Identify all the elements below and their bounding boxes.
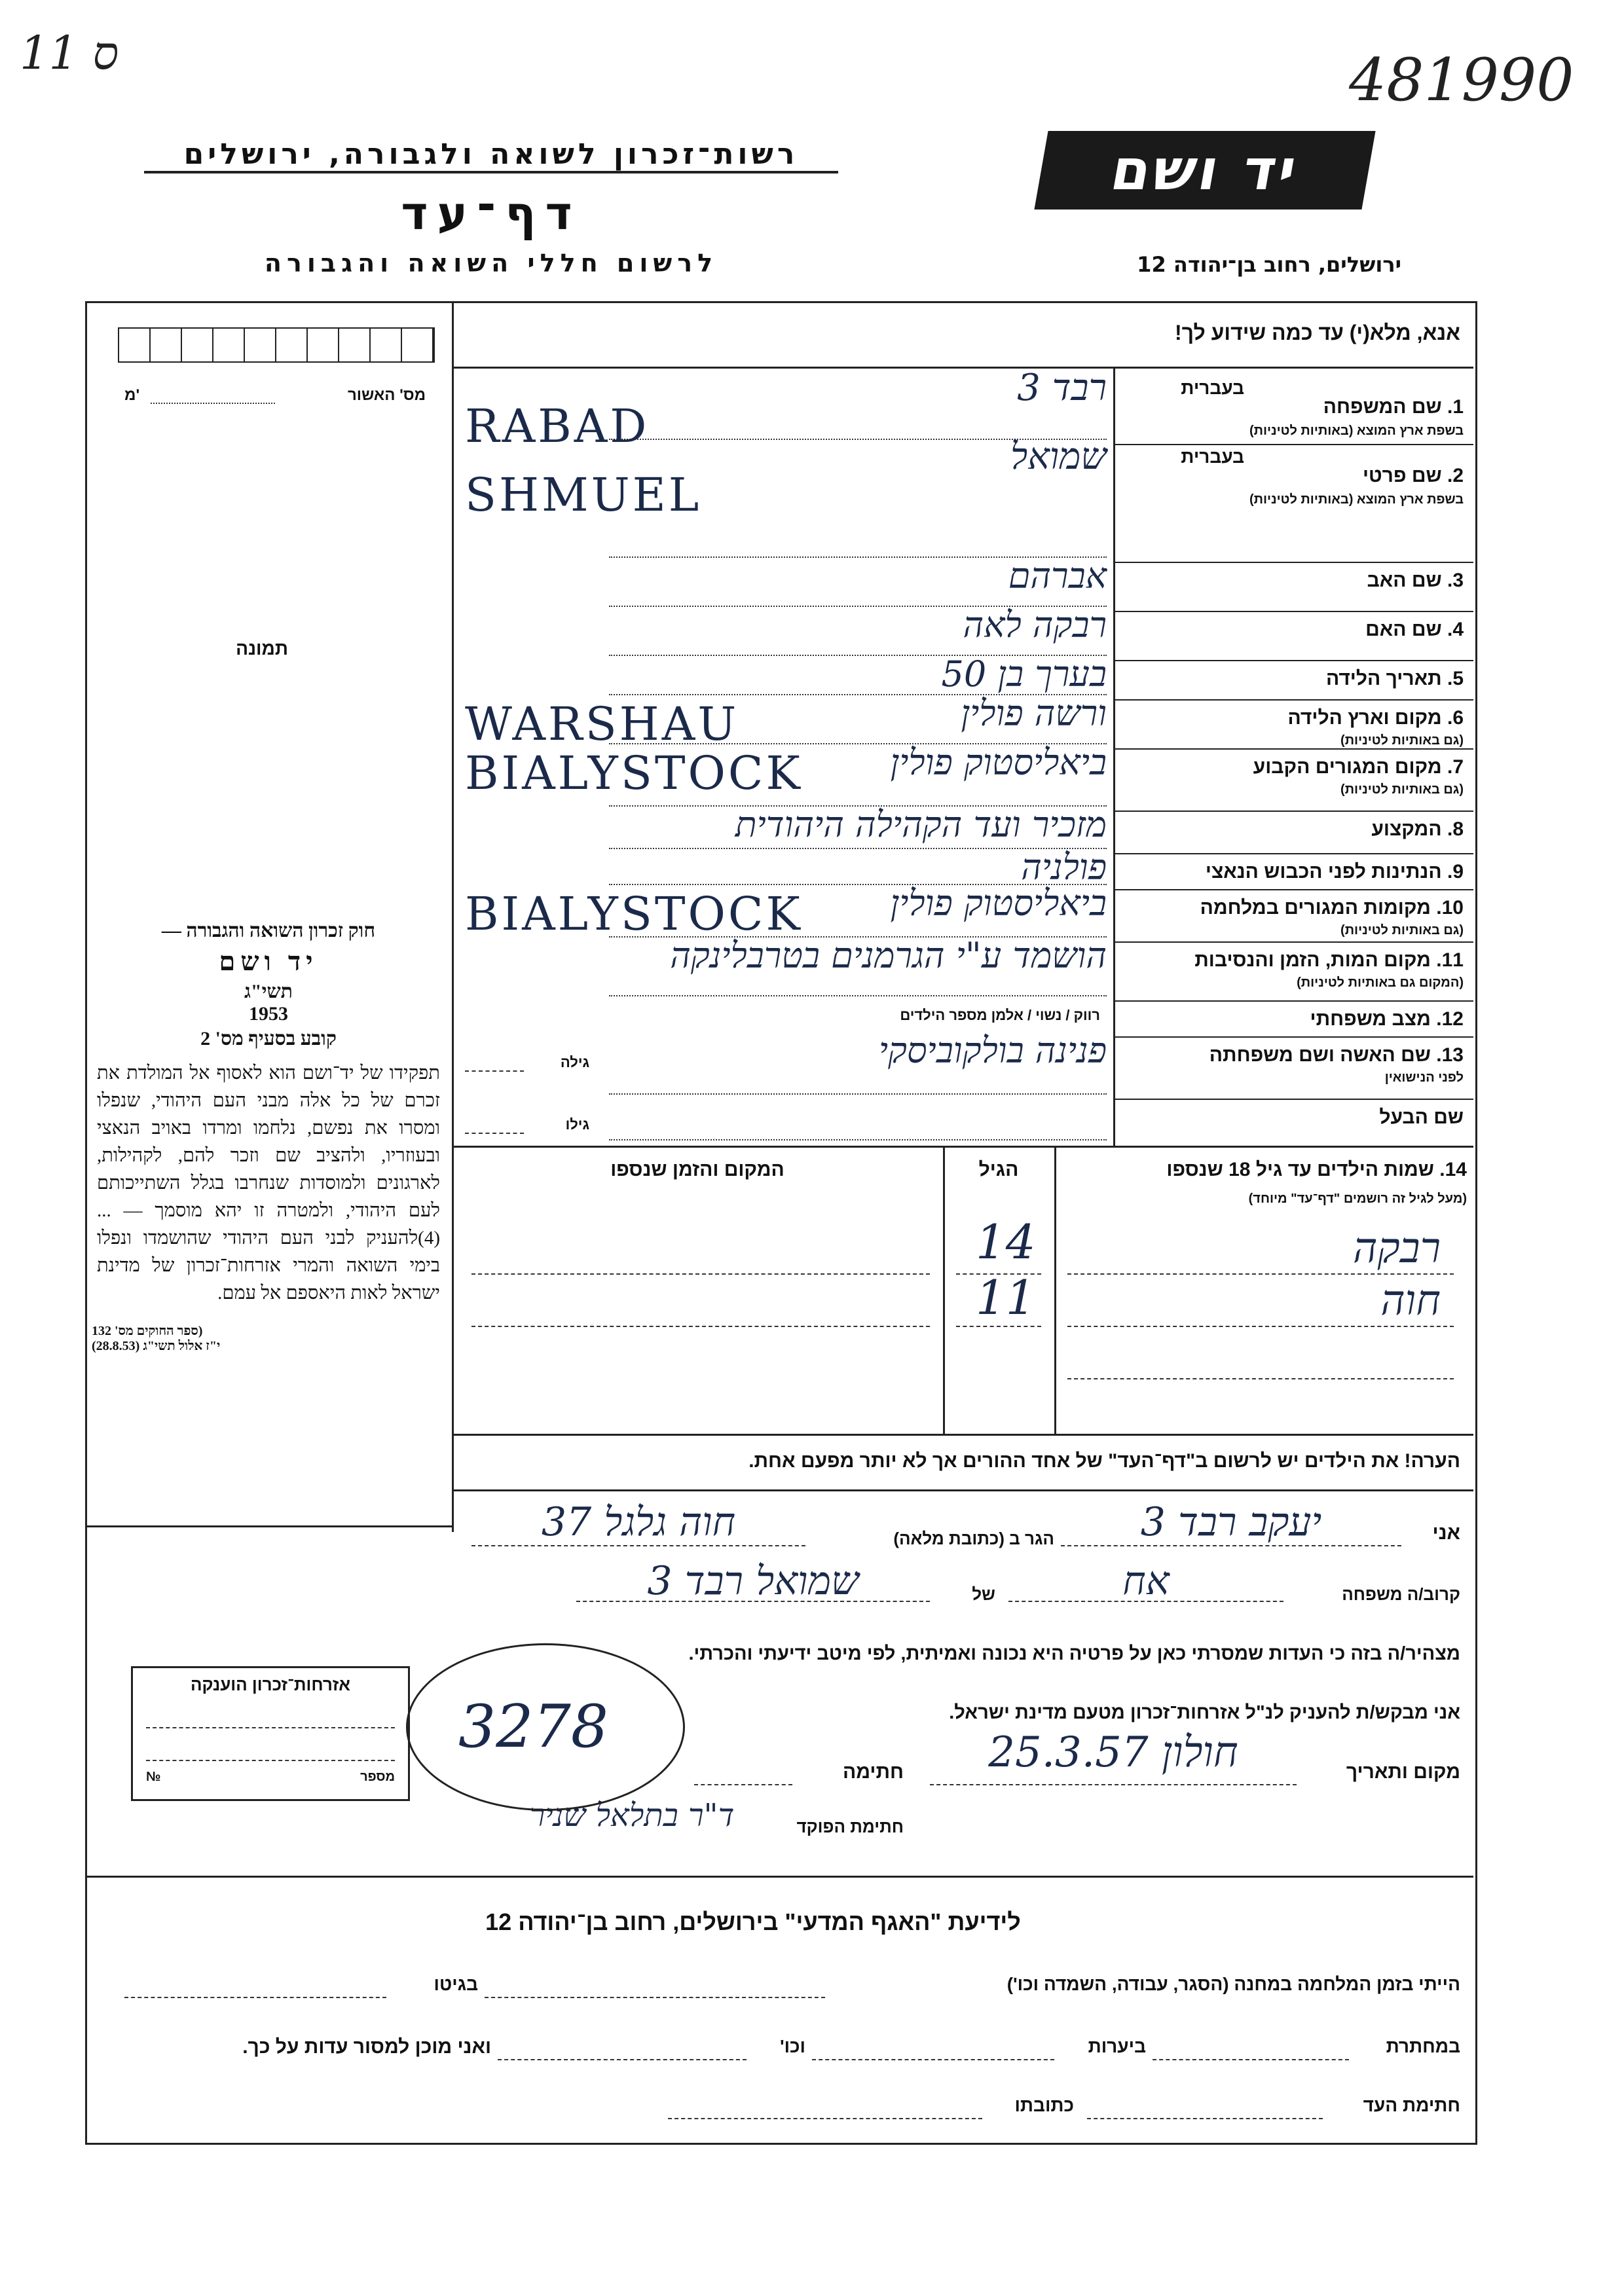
child-age-2: 11 [976,1270,1036,1325]
law-year: 1953 [249,1003,288,1025]
declarant-name[interactable]: יעקב רבד 3 [1140,1499,1322,1545]
bottom-line2-a: במחתרת [1386,2036,1460,2056]
residing-label: הגר ב (כתובת מלאה) [893,1529,1054,1548]
field-label-5: 5. תאריך הלידה [1325,668,1464,689]
field-value-13[interactable]: פנינה בולקוביסקי [878,1030,1107,1071]
law-ref-date: י"ז אלול תשי"ג (28.8.53) [92,1339,221,1353]
citizenship-box [131,1666,410,1801]
approval-label: מס' האשור [347,386,426,404]
law-box [92,920,445,1354]
field-sub-11: (המקום גם באותיות לטיניות) [1297,975,1464,990]
form-subtitle: לרשום חללי השואה והגבורה [264,249,718,278]
law-text: תפקידו של יד־ושם הוא לאסוף אל המולדת את זכרם של כל אלה מבני העם היהודי, שנפלו ומסרו את נפשם, נלחמו ומרדו באויב הנאצי ובעוזריו, ולהציב שם וזכר להם, לקהילות, לארגונים ולמוסדות שנחרבו בגלל השתייכותם לעם היהודי, ולמטרה זו יהא מוסמך — ...(4)להעניק לבני העם היהודי שהושמדו ונפלו בימי השואה והמרי אזרחות־זכרון של מדינת ישראל לאות היאספם אל עמם. [97,1063,440,1303]
field-label-3: 3. שם האב [1367,570,1464,591]
place-date-label: מקום ותאריך [1346,1761,1460,1783]
child-name-2: חוה [1380,1277,1441,1325]
children-col-age: הגיל [978,1159,1019,1180]
field-value-10[interactable]: ביאליסטוק פולין [890,883,1107,924]
law-name: יד ושם [219,947,318,976]
bottom-line3-a: חתימת העד [1363,2095,1460,2115]
of-label: של [972,1584,995,1604]
field-value-9[interactable]: פולניה [1021,847,1107,888]
yad-vashem-logo: יד ושם [1034,131,1375,210]
field-label-13: 13. שם האשה ושם משפחתה [1209,1044,1464,1066]
field-value-3[interactable]: אברהם [1008,555,1107,596]
law-ref: (ספר החוקים מס' 132 [92,1324,203,1338]
relation-value[interactable]: אח [1122,1558,1170,1604]
field-value-latin-1[interactable]: RABAD [465,399,650,453]
form-title: דף־עד [401,187,581,240]
signature-label: חתימה [842,1761,904,1783]
field-label-9: 9. הנתינות לפני הכבוש הנאצי [1205,861,1464,883]
field-sub-7: (גם באותיות לטיניות) [1340,782,1464,797]
clerk-signature: ד"ר בתלאל שניר [529,1797,735,1834]
photo-label: תמונה [236,638,288,659]
field-label-12: 12. מצב משפחתי [1310,1008,1464,1030]
intro-text: אנא, מלא(י) עד כמה שידוע לך! [1174,321,1460,344]
relation-label: קרוב/ה משפחה [1342,1584,1460,1604]
bottom-line2-c: וכו' [779,2036,805,2056]
marital-options[interactable]: רווק / נשוי / אלמן מספר הילדים [900,1007,1100,1023]
field-lang-1: בעברית [1181,378,1244,398]
field-value-heb-2[interactable]: שמואל [1010,435,1107,478]
of-name[interactable]: שמואל רבד 3 [647,1558,859,1604]
request-text: אני מבקש/ת להעניק לנ"ל אזרחות־זכרון מטעם מדינת ישראל. [949,1702,1460,1723]
field-value-latin-7[interactable]: BIALYSTOCK [465,746,803,800]
bottom-line1-b: בגיטו [434,1974,478,1994]
child-age-1: 14 [976,1214,1036,1269]
law-title: חוק זכרון השואה והגבורה — [161,920,376,941]
field-value-4[interactable]: רבקה לאה [963,604,1107,646]
field-label-11: 11. מקום המות, הזמן והנסיבות [1194,949,1464,971]
field-value-latin-10[interactable]: BIALYSTOCK [465,887,803,941]
age-label-14: גילו [565,1116,589,1133]
field-label-2: 2. שם פרטי [1362,465,1464,486]
field-label-7: 7. מקום המגורים הקבוע [1253,756,1464,778]
note-text: הערה! את הילדים יש לרשום ב"דף־העד" של אחד ההורים אך לא יותר מפעם אחת. [748,1450,1460,1472]
bottom-line2-b: ביערות [1088,2036,1146,2056]
field-lang-2: בעברית [1181,446,1244,467]
field-sub-6: (גם באותיות לטיניות) [1340,733,1464,748]
approval-boxes [118,327,435,363]
citizenship-title: אזרחות־זכרון הוענקה [190,1675,351,1694]
declarant-i: אני [1432,1522,1460,1544]
field-label-6: 6. מקום וארץ הלידה [1287,707,1464,729]
bottom-line3-b: כתובתו [1014,2095,1074,2115]
field-value-latin-2[interactable]: SHMUEL [465,468,702,522]
bottom-title: לידיעת "האגף המדעי" בירושלים, רחוב בן־יהודה 12 [485,1908,1021,1935]
field-value-7[interactable]: ביאליסטוק פולין [890,742,1107,783]
bottom-line2-d: ואני מוכן למסור עדות על כך. [242,2036,491,2058]
authority-line: רשות־זכרון לשואה ולגבורה, ירושלים [144,137,838,173]
field-value-8[interactable]: מזכיר ועד הקהילה היהודית [735,804,1107,845]
clerk-label: חתימת הפוקד [796,1817,904,1836]
approval-suffix: מ' [124,386,140,404]
age-label-13: גילה [560,1054,589,1070]
stamp-number: 3278 [458,1692,609,1761]
child-name-1: רבקה [1352,1224,1441,1273]
address: ירושלים, רחוב בן־יהודה 12 [1137,252,1401,277]
citizenship-number-label: № מספר [146,1770,395,1784]
field-label-10: 10. מקומות המגורים במלחמה [1200,897,1464,919]
field-value-heb-1[interactable]: רבד 3 [1017,367,1107,409]
field-label-14: שם הבעל [1379,1106,1464,1128]
children-subtitle: (מעל לגיל זה רושמים "דף־עד" מיוחד) [1248,1192,1467,1206]
children-title: 14. שמות הילדים עד גיל 18 שנספו [1166,1159,1467,1180]
approval-field[interactable] [151,403,275,404]
declaration-text: מצהיר/ה בזה כי העדות שמסרתי כאן על פרטיה היא נכונה ואמיתית, לפי מיטב ידיעתי והכרתי. [688,1643,1460,1664]
record-number: 481990 [1349,46,1574,115]
field-label-4: 4. שם האם [1365,619,1464,640]
archive-note: ס 11 [20,26,119,80]
field-label-8: 8. המקצוע [1371,818,1464,840]
field-sub-1: בשפת ארץ המוצא (באותיות לטיניות) [1249,424,1464,438]
children-col-place: המקום והזמן שנספו [610,1159,784,1180]
field-value-5[interactable]: בערך בן 50 [941,653,1107,695]
field-label-1: 1. שם המשפחה [1323,396,1464,418]
place-date-value[interactable]: חולון 25.3.57 [988,1728,1238,1777]
declarant-address[interactable]: חוה גלגל 37 [541,1499,736,1545]
law-clause: קובע בסעיף מס' 2 [200,1028,337,1049]
field-sub-10: (גם באותיות לטיניות) [1340,923,1464,938]
law-year-heb: תשי"ג [244,981,293,1002]
field-sub-2: בשפת ארץ המוצא (באותיות לטיניות) [1249,492,1464,507]
field-sub-13: לפני הנישואין [1384,1070,1464,1085]
field-value-11[interactable]: הושמד ע"י הגרמנים בטרבלינקה [670,935,1107,976]
bottom-line1-a: הייתי בזמן המלחמה במחנה (הסגר, עבודה, השמדה וכו') [1006,1974,1460,1994]
field-value-6[interactable]: ורשה פולין [961,693,1107,734]
field-value-latin-6[interactable]: WARSHAU [465,697,739,751]
